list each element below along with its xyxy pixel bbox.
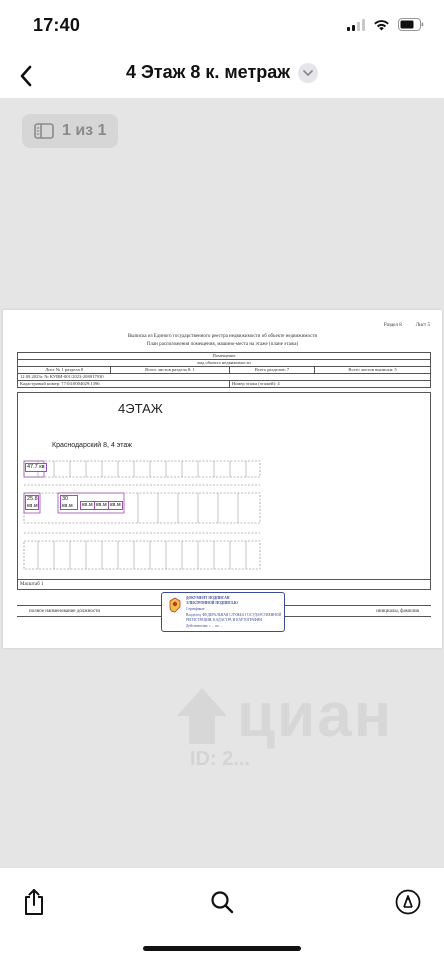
- floor-plan-drawing: [18, 393, 432, 581]
- cellular-signal-icon: [347, 19, 365, 31]
- room-tag: кв.м: [82, 502, 93, 508]
- markup-icon: [395, 889, 421, 915]
- electronic-signature-stamp: [161, 592, 285, 632]
- stamp-line: ДОКУМЕНТ ПОДПИСАН: [186, 596, 230, 600]
- floor-cell: Номер этажа (этажей): 4: [229, 381, 430, 388]
- stamp-line: Действителен: с ... по ...: [186, 624, 223, 628]
- room-tag: кв.м: [96, 502, 107, 508]
- sheet-label: Лист 5: [415, 323, 430, 328]
- page-indicator[interactable]: [22, 114, 118, 148]
- wifi-icon: [373, 19, 390, 31]
- status-bar: [0, 0, 444, 54]
- share-button[interactable]: [14, 882, 54, 922]
- search-icon: [210, 890, 234, 914]
- document-viewer[interactable]: [0, 98, 444, 868]
- scale-label: Масштаб 1: [20, 582, 44, 587]
- navigation-bar: [0, 54, 444, 98]
- status-time: 17:40: [33, 15, 81, 35]
- date-number-cell: 12.09.2023г. № КУВИ-001/2023-208017930: [18, 374, 431, 381]
- watermark-id: ID: 2...: [190, 748, 251, 770]
- watermark: [175, 680, 393, 751]
- doc-header-table: [17, 352, 431, 388]
- title-group[interactable]: [0, 62, 444, 83]
- premises-cell: Помещение: [18, 353, 431, 360]
- doc-header-right: [384, 323, 430, 329]
- markup-button[interactable]: [388, 882, 428, 922]
- sheets-total-cell: Всего листов выписки: 5: [315, 367, 431, 374]
- doc-subtitle: План расположения помещения, машино-места на этаже (плане этажа): [146, 342, 299, 347]
- room-tag: 47.7 кв: [27, 464, 45, 470]
- sidebar-icon: [34, 123, 54, 139]
- plan-subtitle: Краснодарский 8, 4 этаж: [52, 442, 132, 449]
- cian-logo-icon: [175, 686, 229, 746]
- document-title: 4 Этаж 8 к. метраж: [125, 62, 291, 82]
- sheet-number-cell: Лист № 1 раздела 8: [18, 367, 111, 374]
- chevron-down-icon: [303, 70, 313, 76]
- battery-icon: [398, 18, 424, 31]
- signature-position-label: полное наименование должности: [29, 609, 101, 614]
- stamp-line: РЕГИСТРАЦИИ, КАДАСТРА И КАРТОГРАФИИ: [186, 618, 262, 622]
- room-tag: 25.8 кв.м: [27, 496, 38, 509]
- object-type-cell: вид объекта недвижимости: [18, 360, 431, 367]
- floor-plan: [17, 392, 431, 580]
- stamp-line: ЭЛЕКТРОННОЙ ПОДПИСЬЮ: [186, 601, 238, 605]
- room-tag: 30 кв.м: [60, 495, 78, 510]
- document-page: [3, 310, 442, 648]
- emblem-icon: [168, 597, 182, 613]
- plan-title: 4ЭТАЖ: [118, 401, 163, 416]
- share-icon: [23, 888, 45, 916]
- status-icons: [347, 18, 424, 31]
- home-indicator: [143, 946, 301, 951]
- watermark-brand: циан: [237, 681, 394, 750]
- sections-total-cell: Всего разделов: 7: [229, 367, 314, 374]
- page-indicator-label: 1 из 1: [62, 122, 107, 139]
- cadastral-cell: Кадастровый номер: 77:04:0004029:1396: [18, 381, 230, 388]
- sheets-section-cell: Всего листов раздела 8: 1: [111, 367, 230, 374]
- signature-name-label: инициалы, фамилия: [376, 609, 419, 614]
- title-menu-button[interactable]: [298, 63, 318, 83]
- stamp-line: Сертификат: ...: [186, 607, 209, 611]
- stamp-line: Владелец: ФЕДЕРАЛЬНАЯ СЛУЖБА ГОСУДАРСТВЕННОЙ: [186, 613, 282, 617]
- search-button[interactable]: [202, 882, 242, 922]
- room-tag: кв.м: [110, 502, 121, 508]
- doc-title: Выписка из Единого государственного реестра недвижимости об объекте недвижимости: [127, 334, 318, 339]
- scale-row: [17, 580, 431, 590]
- section-label: Раздел 8: [383, 323, 402, 328]
